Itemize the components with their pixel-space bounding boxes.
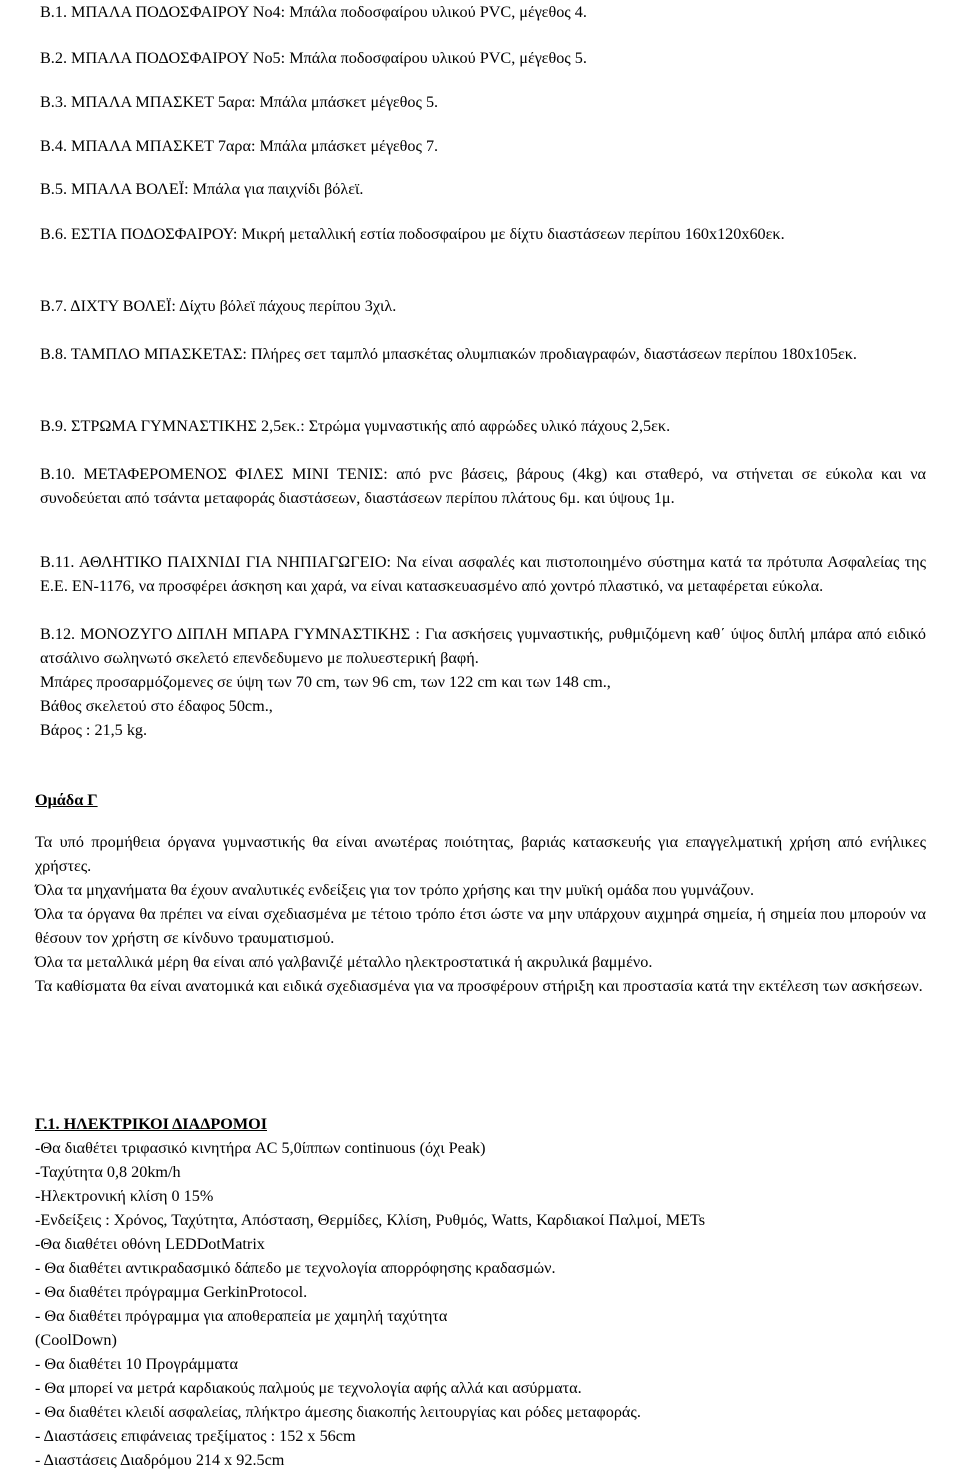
item-b12-text: ΜΟΝΟΖΥΓΟ ΔΙΠΛΗ ΜΠΑΡΑ ΓΥΜΝΑΣΤΙΚΗΣ : Για ασκήσεις γυμναστικής, ρυθμιζόμενη καθ΄ ύψος διπλή μπάρα από ειδικό ατσάλινο σωληνωτό σκελετό επενδεδυμενο με πολυεστερική βαφή. — [40, 625, 927, 667]
g1-spec-programs: - Θα διαθέτει 10 Προγράμματα — [35, 1355, 239, 1373]
g1-title-text: Γ.1. ΗΛΕΚΤΡΙΚΟΙ ΔΙΑΔΡΟΜΟΙ — [35, 1115, 268, 1133]
item-b10 — [40, 462, 926, 510]
item-b9 — [40, 414, 926, 438]
g1-spec-safety: - Θα διαθέτει κλειδί ασφαλείας, πλήκτρο άμεσης διακοπής λειτουργίας και ρόδες μεταφοράς. — [35, 1403, 641, 1421]
item-b3-text: ΜΠΑΛΑ ΜΠΑΣΚΕΤ 5αρα: Μπάλα μπάσκετ μέγεθος 5. — [71, 93, 439, 111]
g1-spec-readouts: -Ενδείξεις : Χρόνος, Ταχύτητα, Απόσταση, Θερμίδες, Κλίση, Ρυθμός, Watts, Καρδιακοί Παλμοί, METs — [35, 1211, 706, 1229]
item-b11-text: ΑΘΛΗΤΙΚΟ ΠΑΙΧΝΙΔΙ ΓΙΑ ΝΗΠΙΑΓΩΓΕΙΟ: Να είναι ασφαλές και πιστοποιημένο σύστημα κατά τα πρότυπα Ασφαλείας της Ε.Ε. ΕΝ-1176, να προσφέρει άσκηση και χαρά, να είναι κατασκευασμένο από χοντρό πλαστικό, να μεταφέρεται εύκολα. — [40, 553, 926, 595]
g1-spec-display: -Θα διαθέτει οθόνη LEDDotMatrix — [35, 1235, 265, 1253]
item-b5-text: ΜΠΑΛΑ ΒΟΛΕΪ: Μπάλα για παιχνίδι βόλεϊ. — [71, 180, 364, 198]
b12-detail-depth: Βάθος σκελετού στο έδαφος 50cm., — [40, 697, 273, 715]
item-b12-id: Β.12. — [40, 625, 76, 643]
b12-detail-weight: Βάρος : 21,5 kg. — [40, 721, 148, 739]
b12-detail-heights: Μπάρες προσαρμόζομενες σε ύψη των 70 cm, των 96 cm, των 122 cm και των 148 cm., — [40, 673, 611, 691]
item-b11-id: Β.11. — [40, 553, 75, 571]
item-b1-text: ΜΠΑΛΑ ΠΟΔΟΣΦΑΙΡΟΥ Νο4: Μπάλα ποδοσφαίρου υλικού PVC, μέγεθος 4. — [71, 3, 587, 21]
item-b7-text: ΔΙΧΤΥ ΒΟΛΕΪ: Δίχτυ βόλεϊ πάχους περίπου 3χιλ. — [70, 297, 397, 315]
g1-spec-heart-rate: - Θα μπορεί να μετρά καρδιακούς παλμούς με τεχνολογία αφής αλλά και ασύρματα. — [35, 1379, 582, 1397]
item-b5 — [40, 177, 926, 201]
item-b6 — [40, 222, 926, 246]
item-b8 — [40, 342, 926, 366]
item-b2 — [40, 46, 926, 70]
item-b2-text: ΜΠΑΛΑ ΠΟΔΟΣΦΑΙΡΟΥ Νο5: Μπάλα ποδοσφαίρου υλικού PVC, μέγεθος 5. — [71, 49, 587, 67]
item-b4-id: Β.4. — [40, 137, 67, 155]
item-b9-id: Β.9. — [40, 417, 67, 435]
item-b3-id: Β.3. — [40, 93, 67, 111]
item-b7 — [40, 294, 926, 318]
item-b8-id: Β.8. — [40, 345, 67, 363]
item-b11 — [40, 550, 926, 598]
g1-spec-speed: -Ταχύτητα 0,8 20km/h — [35, 1163, 181, 1181]
item-b3 — [40, 90, 926, 114]
item-b7-id: Β.7. — [40, 297, 67, 315]
item-b1-id: Β.1. — [40, 3, 67, 21]
g1-spec-motor: -Θα διαθέτει τριφασικό κινητήρα AC 5,0ίππων continuous (όχι Peak) — [35, 1139, 486, 1157]
item-b9-text: ΣΤΡΩΜΑ ΓΥΜΝΑΣΤΙΚΗΣ 2,5εκ.: Στρώμα γυμναστικής από αφρώδες υλικό πάχους 2,5εκ. — [71, 417, 671, 435]
g1-title — [35, 1112, 921, 1136]
g1-spec-deck: - Θα διαθέτει αντικραδασμικό δάπεδο με τεχνολογία απορρόφησης κραδασμών. — [35, 1259, 556, 1277]
item-b1 — [40, 0, 926, 24]
item-b10-id: Β.10. — [40, 465, 76, 483]
group-g-note-4: Τα καθίσματα θα είναι ανατομικά και ειδικά σχεδιασμένα για να προσφέρουν στήριξη και προστασία κατά την εκτέλεση των ασκήσεων. — [35, 977, 923, 995]
g1-spec-cooldown: - Θα διαθέτει πρόγραμμα για αποθεραπεία με χαμηλή ταχύτητα — [35, 1307, 448, 1325]
item-b2-id: Β.2. — [40, 49, 67, 67]
group-g-note-3: Όλα τα μεταλλικά μέρη θα είναι από γαλβανιζέ μέταλλο ηλεκτροστατικά ή ακρυλικά βαμμένο. — [35, 953, 653, 971]
group-g-note-2: Όλα τα όργανα θα πρέπει να είναι σχεδιασμένα με τέτοιο τρόπο έτσι ώστε να μην υπάρχουν αιχμηρά σημεία, ή σημεία που μπορούν να θέσουν τον χρήστη σε κίνδυνο τραυματισμού. — [35, 905, 926, 947]
item-b12 — [40, 622, 926, 670]
g1-spec-list — [35, 1136, 926, 1472]
g1-spec-dimensions: - Διαστάσεις Διαδρόμου 214 x 92.5cm — [35, 1451, 285, 1469]
g1-spec-running-surface: - Διαστάσεις επιφάνειας τρεξίματος : 152 x 56cm — [35, 1427, 356, 1445]
group-g-note-1: Όλα τα μηχανήματα θα έχουν αναλυτικές ενδείξεις για τον τρόπο χρήσης και την μυϊκή ομάδα που γυμνάζουν. — [35, 881, 755, 899]
item-b6-id: Β.6. — [40, 225, 67, 243]
group-g-heading: Ομάδα Γ — [35, 791, 98, 809]
g1-spec-incline: -Ηλεκτρονική κλίση 0 15% — [35, 1187, 214, 1205]
item-b12-details — [40, 670, 926, 742]
item-b6-text: ΕΣΤΙΑ ΠΟΔΟΣΦΑΙΡΟΥ: Μικρή μεταλλική εστία ποδοσφαίρου με δίχτυ διαστάσεων περίπου 160x120x60εκ. — [71, 225, 785, 243]
item-b4 — [40, 134, 926, 158]
item-b10-text: ΜΕΤΑΦΕΡΟΜΕΝΟΣ ΦΙΛΕΣ ΜΙΝΙ ΤΕΝΙΣ: από pvc βάσεις, βάρους (4kg) και σταθερό, να στήνεται σε εύκολα και να συνοδεύεται από τσάντα μεταφοράς διαστάσεων, διαστάσεων περίπου πλάτους 6μ. και ύψους 1μ. — [40, 465, 926, 507]
item-b5-id: Β.5. — [40, 180, 67, 198]
item-b8-text: ΤΑΜΠΛΟ ΜΠΑΣΚΕΤΑΣ: Πλήρες σετ ταμπλό μπασκέτας ολυμπιακών προδιαγραφών, διαστάσεων περίπου 180x105εκ. — [70, 345, 857, 363]
group-g-intro: Τα υπό προμήθεια όργανα γυμναστικής θα είναι ανωτέρας ποιότητας, βαριάς κατασκευής για επαγγελματική χρήση από ενήλικες χρήστες. — [35, 833, 926, 875]
g1-spec-cooldown-label: (CoolDown) — [35, 1331, 117, 1349]
g1-spec-gerkin: - Θα διαθέτει πρόγραμμα GerkinProtocol. — [35, 1283, 308, 1301]
item-b4-text: ΜΠΑΛΑ ΜΠΑΣΚΕΤ 7αρα: Μπάλα μπάσκετ μέγεθος 7. — [71, 137, 439, 155]
